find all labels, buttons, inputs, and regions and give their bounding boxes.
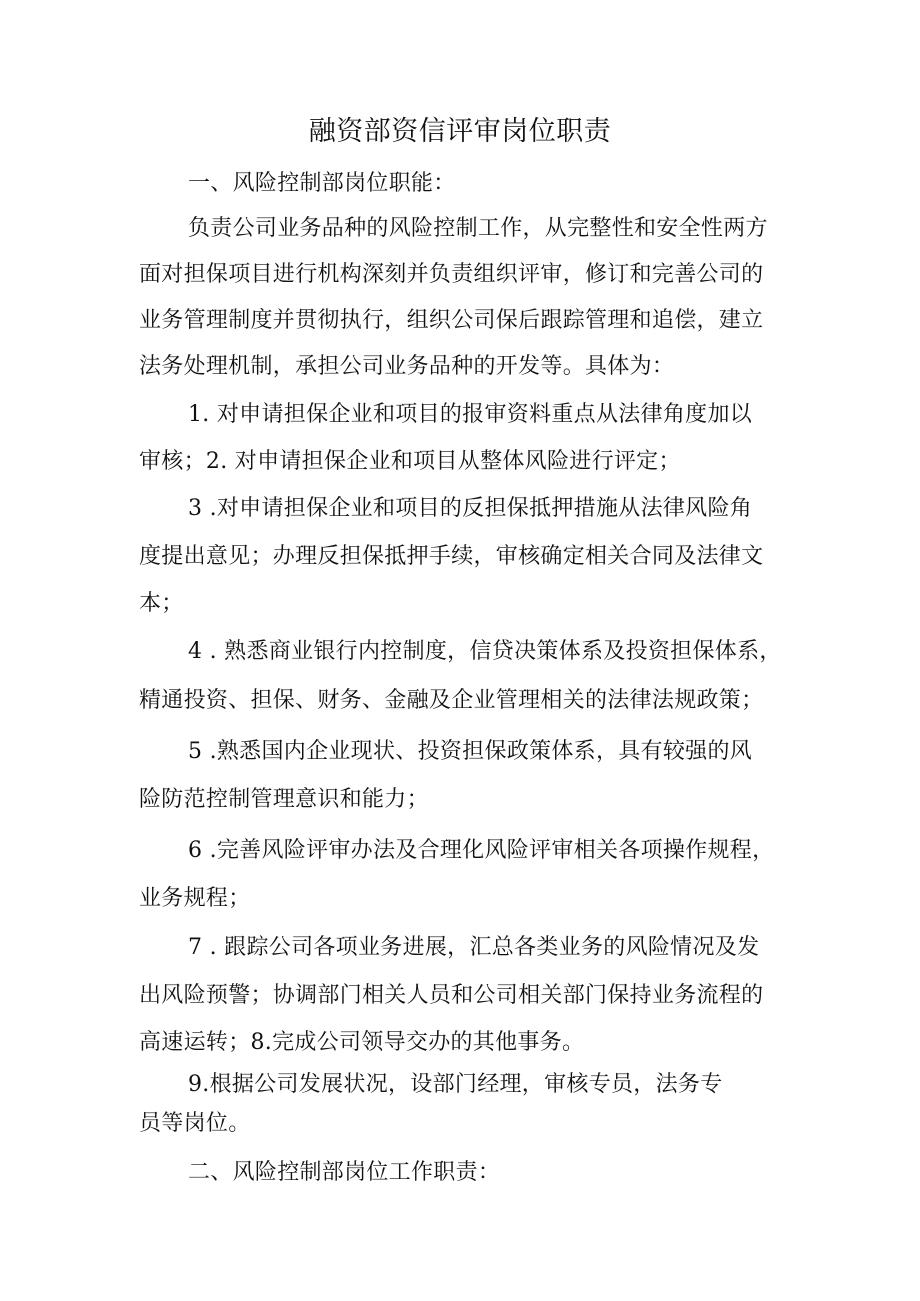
item-5-line-1: 5 .熟悉国内企业现状、投资担保政策体系，具有较强的风 (188, 739, 753, 764)
intro-line-2: 面对担保项目进行机构深刻并负责组织评审，修订和完善公司的 (139, 262, 764, 287)
intro-line-1: 负责公司业务品种的风险控制工作，从完整性和安全性两方 (188, 216, 768, 241)
intro-line-3: 业务管理制度并贯彻执行，组织公司保后跟踪管理和追偿，建立 (139, 308, 764, 333)
item-6-line-1: 6 .完善风险评审办法及合理化风险评审相关各项操作规程， (188, 838, 775, 863)
item-7-line-2: 出风险预警；协调部门相关人员和公司相关部门保持业务流程的 (139, 983, 764, 1008)
section-1-heading: 一、风险控制部岗位职能： (188, 171, 456, 196)
item-1-line-1: 1. 对申请担保企业和项目的报审资料重点从法律角度加以 (188, 402, 753, 427)
item-4-line-1: 4 . 熟悉商业银行内控制度，信贷决策体系及投资担保体系， (188, 639, 782, 664)
item-9-line-1: 9.根据公司发展状况，设部门经理，审核专员，法务专 (188, 1072, 723, 1097)
item-7-line-3: 高速运转；8.完成公司领导交办的其他事务。 (139, 1030, 585, 1055)
section-2-heading: 二、风险控制部岗位工作职责： (188, 1160, 501, 1185)
item-9-line-2: 员等岗位。 (139, 1111, 251, 1136)
item-3-line-3: 本； (139, 591, 184, 616)
document-title: 融资部资信评审岗位职责 (308, 116, 612, 147)
item-4-line-2: 精通投资、担保、财务、金融及企业管理相关的法律法规政策； (139, 688, 764, 713)
item-3-line-2: 度提出意见；办理反担保抵押手续，审核确定相关合同及法律文 (139, 544, 764, 569)
item-1-line-2: 审核；2. 对申请担保企业和项目从整体风险进行评定； (139, 449, 681, 474)
item-6-line-2: 业务规程； (139, 886, 251, 911)
item-7-line-1: 7 . 跟踪公司各项业务进展，汇总各类业务的风险情况及发 (188, 935, 760, 960)
intro-line-4: 法务处理机制，承担公司业务品种的开发等。具体为： (139, 354, 675, 379)
item-3-line-1: 3 .对申请担保企业和项目的反担保抵押措施从法律风险角 (188, 496, 753, 521)
item-5-line-2: 险防范控制管理意识和能力； (139, 787, 429, 812)
